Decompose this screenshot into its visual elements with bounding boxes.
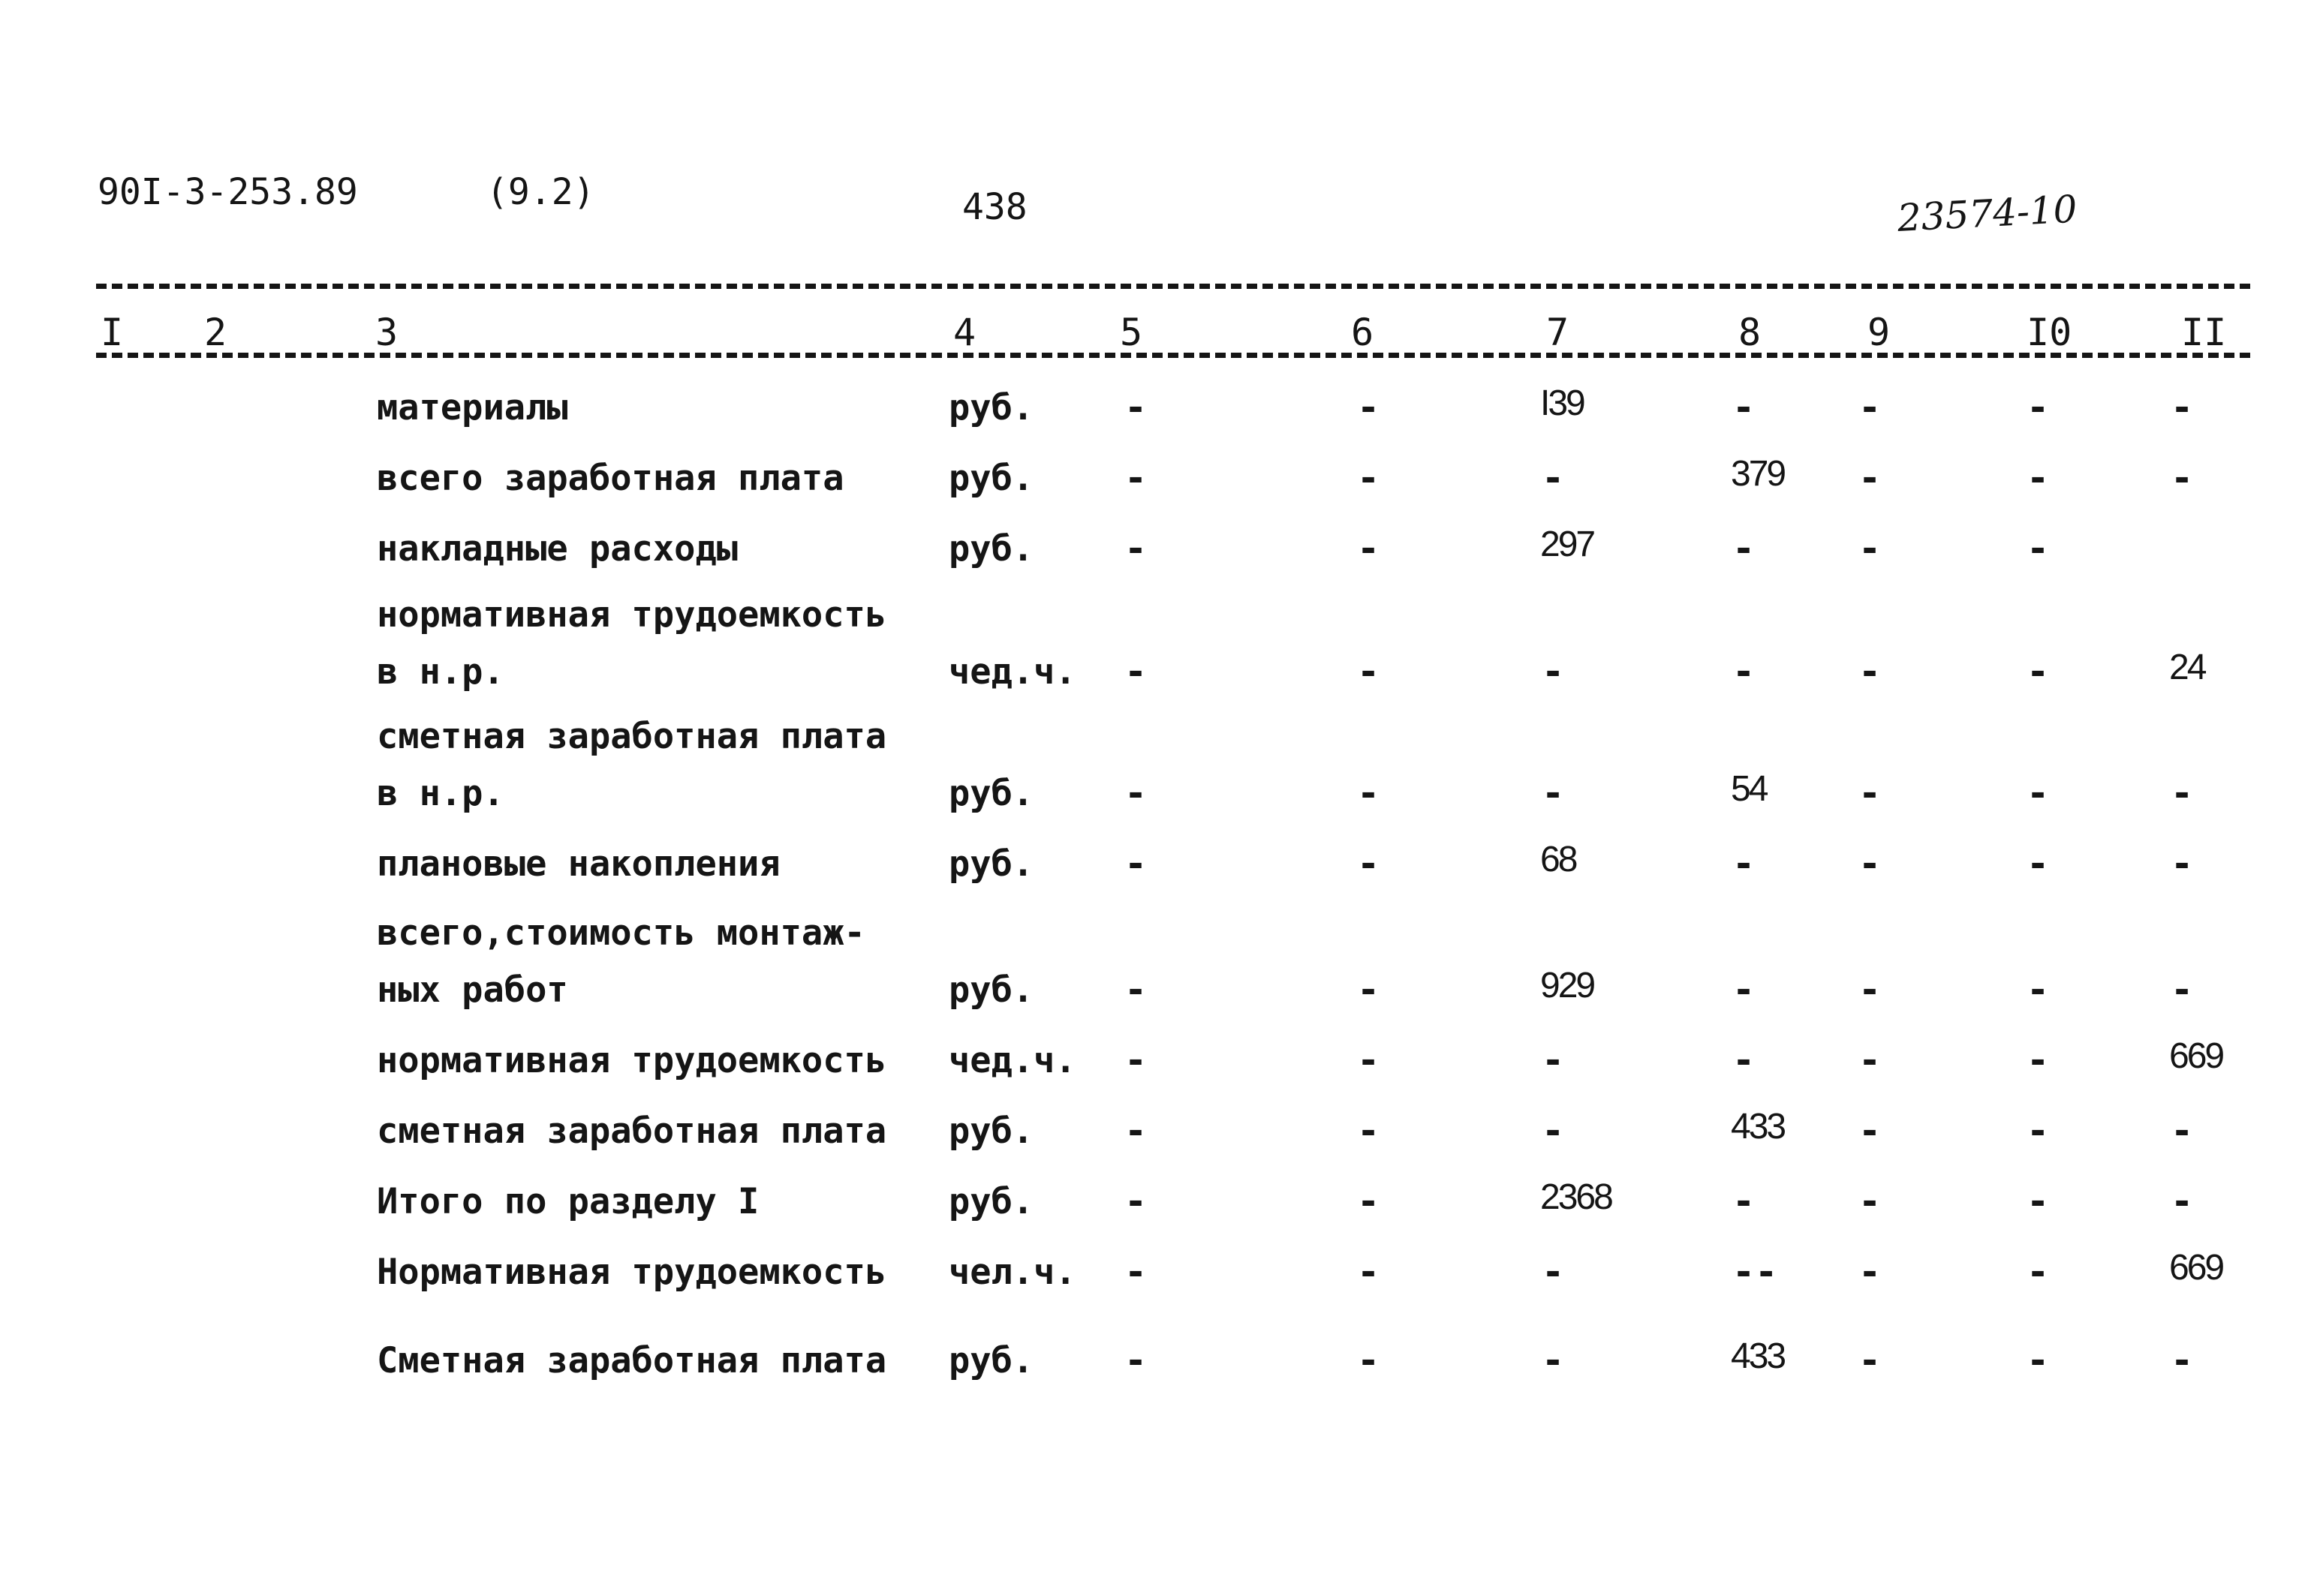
- unit-cell: руб.: [949, 969, 1034, 1011]
- empty-value-dash: -: [2027, 1339, 2050, 1382]
- empty-value-dash: -: [1357, 1038, 1380, 1082]
- empty-value-dash: -: [2027, 771, 2050, 815]
- unit-cell: руб.: [949, 387, 1034, 428]
- header-bottom-rule: [96, 353, 2250, 358]
- empty-value-dash: -: [1732, 386, 1756, 429]
- column-header: 7: [1546, 311, 1569, 354]
- empty-value-dash: -: [1357, 650, 1380, 693]
- unit-cell: чед.ч.: [949, 1040, 1076, 1081]
- empty-value-dash: -: [1858, 771, 1882, 815]
- page-number: 438: [962, 186, 1028, 228]
- column-header: 8: [1738, 311, 1762, 354]
- empty-value-dash: -: [2027, 1180, 2050, 1223]
- value-cell: 54: [1731, 769, 1767, 809]
- empty-value-dash: -: [2171, 1180, 2194, 1223]
- column-header: 4: [953, 311, 976, 354]
- empty-value-dash: -: [1357, 968, 1380, 1011]
- empty-value-dash: -: [2027, 386, 2050, 429]
- empty-value-dash: -: [1124, 527, 1148, 570]
- value-cell: 929: [1540, 966, 1594, 1005]
- row-label: материалы: [377, 387, 568, 428]
- table-top-rule: [96, 284, 2250, 289]
- empty-value-dash: -: [2171, 771, 2194, 815]
- empty-value-dash: -: [1124, 1109, 1148, 1153]
- empty-value-dash: -: [1732, 1038, 1756, 1082]
- empty-value-dash: -: [1858, 1038, 1882, 1082]
- empty-value-dash: -: [1732, 650, 1756, 693]
- empty-value-dash: -: [1357, 1109, 1380, 1153]
- empty-value-dash: -: [1858, 527, 1882, 570]
- value-cell: 297: [1540, 524, 1594, 564]
- row-label: нормативная трудоемкость: [377, 1040, 887, 1081]
- unit-cell: руб.: [949, 528, 1034, 570]
- column-header: I0: [2027, 311, 2072, 354]
- empty-value-dash: -: [1858, 456, 1882, 500]
- empty-value-dash: -: [2171, 842, 2194, 885]
- column-header: 6: [1351, 311, 1374, 354]
- empty-value-dash: -: [1542, 650, 1565, 693]
- empty-value-dash: -: [1124, 842, 1148, 885]
- value-cell: 24: [2169, 648, 2205, 687]
- empty-value-dash: -: [1357, 386, 1380, 429]
- empty-value-dash: -: [1858, 386, 1882, 429]
- row-label: сметная заработная плата: [377, 1111, 887, 1152]
- value-cell: 433: [1731, 1336, 1785, 1376]
- empty-value-dash: -: [2027, 1250, 2050, 1294]
- empty-value-dash: -: [1124, 1250, 1148, 1294]
- empty-value-dash: -: [1124, 1339, 1148, 1382]
- row-label: Нормативная трудоемкость: [377, 1252, 887, 1293]
- empty-value-dash: -: [1357, 771, 1380, 815]
- empty-value-dash: -: [2027, 1109, 2050, 1153]
- empty-value-dash: -: [1542, 1250, 1565, 1294]
- row-label: Итого по разделу I: [377, 1181, 760, 1222]
- unit-cell: руб.: [949, 1111, 1034, 1152]
- row-label: всего,стоимость монтаж-: [377, 912, 865, 954]
- empty-value-dash: -: [1542, 1109, 1565, 1153]
- empty-value-dash: -: [2171, 1109, 2194, 1153]
- row-label: накладные расходы: [377, 528, 739, 570]
- empty-value-dash: -: [1858, 1339, 1882, 1382]
- value-cell: 68: [1540, 840, 1576, 879]
- empty-value-dash: -: [1124, 771, 1148, 815]
- value-cell: I39: [1540, 383, 1584, 423]
- empty-value-dash: -: [1124, 1180, 1148, 1223]
- empty-value-dash: -: [1124, 650, 1148, 693]
- empty-value-dash: -: [1858, 1109, 1882, 1153]
- empty-value-dash: -: [1732, 527, 1756, 570]
- doc-code: 90I-3-253.89: [98, 171, 358, 213]
- empty-value-dash: -: [1357, 1339, 1380, 1382]
- empty-value-dash: -: [1357, 527, 1380, 570]
- empty-value-dash: -: [1858, 1180, 1882, 1223]
- row-label: плановые накопления: [377, 843, 781, 885]
- empty-value-dash: -: [2171, 968, 2194, 1011]
- value-cell: 669: [2169, 1248, 2223, 1288]
- unit-cell: руб.: [949, 458, 1034, 499]
- row-label: всего заработная плата: [377, 458, 844, 499]
- empty-value-dash: -: [1124, 1038, 1148, 1082]
- unit-cell: руб.: [949, 1181, 1034, 1222]
- column-header: 2: [204, 311, 227, 354]
- row-label: сметная заработная плата: [377, 716, 887, 757]
- column-header: 3: [375, 311, 399, 354]
- empty-value-dash: -: [1732, 842, 1756, 885]
- empty-value-dash: -: [2027, 968, 2050, 1011]
- empty-value-dash: -: [2027, 650, 2050, 693]
- unit-cell: руб.: [949, 1340, 1034, 1381]
- row-label: в н.р.: [377, 651, 504, 693]
- empty-value-dash: -: [1732, 968, 1756, 1011]
- empty-value-dash: -: [2027, 842, 2050, 885]
- empty-value-dash: -: [2171, 1339, 2194, 1382]
- empty-value-dash: -: [1357, 1250, 1380, 1294]
- empty-value-dash: -: [2171, 456, 2194, 500]
- column-header: I: [101, 311, 124, 354]
- empty-value-dash: -: [2171, 386, 2194, 429]
- empty-value-dash: -: [2027, 456, 2050, 500]
- unit-cell: чел.ч.: [949, 1252, 1076, 1293]
- empty-value-dash: -: [1357, 842, 1380, 885]
- value-cell: 669: [2169, 1036, 2223, 1076]
- empty-value-dash: -: [1858, 968, 1882, 1011]
- row-label: ных работ: [377, 969, 568, 1011]
- value-cell: 2368: [1540, 1177, 1611, 1217]
- empty-value-dash: -: [1124, 386, 1148, 429]
- row-label: в н.р.: [377, 773, 504, 814]
- empty-value-dash: -: [2027, 527, 2050, 570]
- column-header: 5: [1120, 311, 1143, 354]
- empty-value-dash: -: [1542, 456, 1565, 500]
- empty-value-dash: -: [1732, 1180, 1756, 1223]
- unit-cell: руб.: [949, 773, 1034, 814]
- empty-value-dash: -: [1858, 1250, 1882, 1294]
- empty-value-dash: -: [1357, 456, 1380, 500]
- empty-value-dash: -: [1858, 842, 1882, 885]
- row-label: нормативная трудоемкость: [377, 594, 887, 636]
- value-cell: 379: [1731, 454, 1785, 494]
- empty-value-dash: -: [1124, 456, 1148, 500]
- empty-value-dash: -: [1542, 1339, 1565, 1382]
- empty-value-dash: -: [2027, 1038, 2050, 1082]
- unit-cell: руб.: [949, 843, 1034, 885]
- value-cell: 433: [1731, 1107, 1785, 1147]
- empty-value-dash: -: [1858, 650, 1882, 693]
- column-header: 9: [1867, 311, 1891, 354]
- empty-value-dash: -: [1357, 1180, 1380, 1223]
- empty-value-dash: -: [1542, 1038, 1565, 1082]
- inventory-number: 23574-10: [1896, 187, 2078, 240]
- empty-value-dash: -: [1542, 771, 1565, 815]
- column-header: II: [2181, 311, 2227, 354]
- empty-value-dash: -: [1124, 968, 1148, 1011]
- empty-value-dash: --: [1732, 1250, 1778, 1294]
- unit-cell: чед.ч.: [949, 651, 1076, 693]
- row-label: Сметная заработная плата: [377, 1340, 887, 1381]
- section-number: (9.2): [486, 171, 595, 213]
